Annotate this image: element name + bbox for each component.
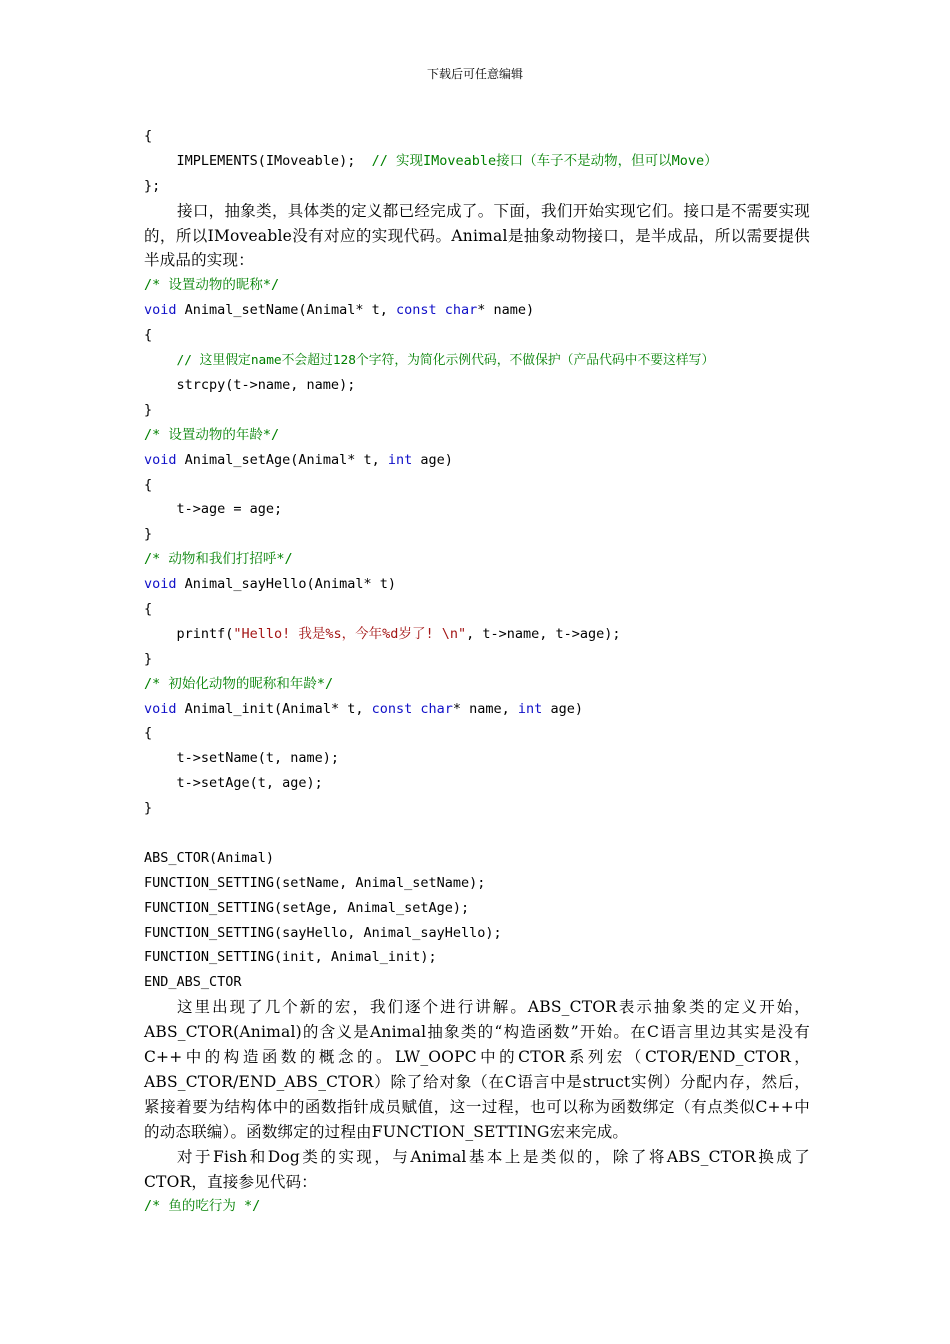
paragraph: 这里出现了几个新的宏，我们逐个进行讲解。ABS_CTOR表示抽象类的定义开始，ABS_CTOR(Animal)的含义是Animal抽象类的“构造函数”开始。在C语言里边其实是没有C++中的构造函数的概念的。LW_OOPC中的CTOR系列宏（CTOR/END_CTOR，ABS_CTOR/END_ABS_CTOR）除了给对象（在C语言中是struct实例）分配内存，然后，紧接着要为结构体中的函数指针成员赋值，这一过程，也可以称为函数绑定（有点类似C++中的动态联编）。函数绑定的过程由FUNCTION_SETTING宏来完成。 xyxy=(144,998,810,1141)
code-line: t->setName(t, name); xyxy=(144,750,340,767)
code-line: } xyxy=(144,800,153,817)
code-comment: /* 设置动物的昵称*/ xyxy=(144,277,280,294)
code-line: }; xyxy=(144,177,161,194)
keyword: void xyxy=(144,302,177,319)
code-line: t->setAge(t, age); xyxy=(144,775,323,792)
paragraph: 对于Fish和Dog类的实现，与Animal基本上是类似的，除了将ABS_CTOR换成了CTOR，直接参见代码： xyxy=(144,1147,810,1191)
code-comment: /* 鱼的吃行为 */ xyxy=(144,1198,261,1215)
keyword: void xyxy=(144,451,177,468)
code-text: Animal_setAge(Animal* t, xyxy=(176,451,388,468)
code-line: t->age = age; xyxy=(144,501,283,518)
code-line xyxy=(144,348,810,373)
code-text: Animal_sayHello(Animal* t) xyxy=(176,576,396,593)
code-line: FUNCTION_SETTING(sayHello, Animal_sayHello); xyxy=(144,924,502,941)
code-line: } xyxy=(144,650,153,667)
keyword: char xyxy=(420,700,453,717)
code-line: { xyxy=(144,725,153,742)
code-line: FUNCTION_SETTING(init, Animal_init); xyxy=(144,949,437,966)
code-text xyxy=(437,302,445,318)
code-line: FUNCTION_SETTING(setName, Animal_setName); xyxy=(144,874,486,891)
code-line xyxy=(144,149,810,174)
keyword: char xyxy=(444,302,478,319)
code-comment: // 实现IMoveable接口（车子不是动物，但可以Move） xyxy=(371,152,718,169)
code-text: * name) xyxy=(477,302,535,319)
code-line: { xyxy=(144,476,153,493)
code-comment: /* 设置动物的年龄*/ xyxy=(144,426,280,443)
keyword: int xyxy=(517,700,543,717)
code-comment: /* 初始化动物的昵称和年龄*/ xyxy=(144,675,334,692)
code-line: ABS_CTOR(Animal) xyxy=(144,849,275,866)
code-text: printf( xyxy=(144,625,234,642)
code-string: "Hello! 我是%s，今年%d岁了! \n" xyxy=(233,625,467,642)
code-line: FUNCTION_SETTING(setAge, Animal_setAge); xyxy=(144,899,470,916)
keyword: const xyxy=(395,302,437,319)
code-line xyxy=(144,622,810,647)
code-line xyxy=(144,448,810,473)
code-text: * name, xyxy=(452,700,518,717)
code-text: age) xyxy=(412,451,453,468)
keyword: const xyxy=(371,700,413,717)
code-comment: // 这里假定name不会超过128个字符，为简化示例代码，不做保护（产品代码中不要这样写） xyxy=(176,353,715,369)
code-line: END_ABS_CTOR xyxy=(144,974,242,991)
page-header: 下载后可任意编辑 xyxy=(426,67,523,81)
blank-line xyxy=(144,821,810,846)
document-body xyxy=(144,124,810,1219)
code-text: Animal_init(Animal* t, xyxy=(176,700,372,717)
code-line: { xyxy=(144,327,153,344)
code-text: , t->name, t->age); xyxy=(466,625,621,642)
code-line xyxy=(144,572,810,597)
code-text: IMPLEMENTS(IMoveable); xyxy=(144,152,372,169)
keyword: int xyxy=(387,451,413,468)
code-line: { xyxy=(144,600,153,617)
code-indent xyxy=(144,352,177,368)
code-comment: /* 动物和我们打招呼*/ xyxy=(144,551,293,568)
keyword: void xyxy=(144,576,177,593)
code-line: } xyxy=(144,401,153,418)
code-line xyxy=(144,697,810,722)
keyword: void xyxy=(144,700,177,717)
code-line xyxy=(144,298,810,323)
paragraph: 接口，抽象类，具体类的定义都已经完成了。下面，我们开始实现它们。接口是不需要实现的，所以IMoveable没有对应的实现代码。Animal是抽象动物接口，是半成品，所以需要提供半成品的实现： xyxy=(144,201,810,270)
code-text: age) xyxy=(542,700,583,717)
code-line: { xyxy=(144,128,153,144)
code-line: strcpy(t->name, name); xyxy=(144,376,356,393)
code-text: Animal_setName(Animal* t, xyxy=(176,302,396,319)
code-line: } xyxy=(144,526,153,543)
